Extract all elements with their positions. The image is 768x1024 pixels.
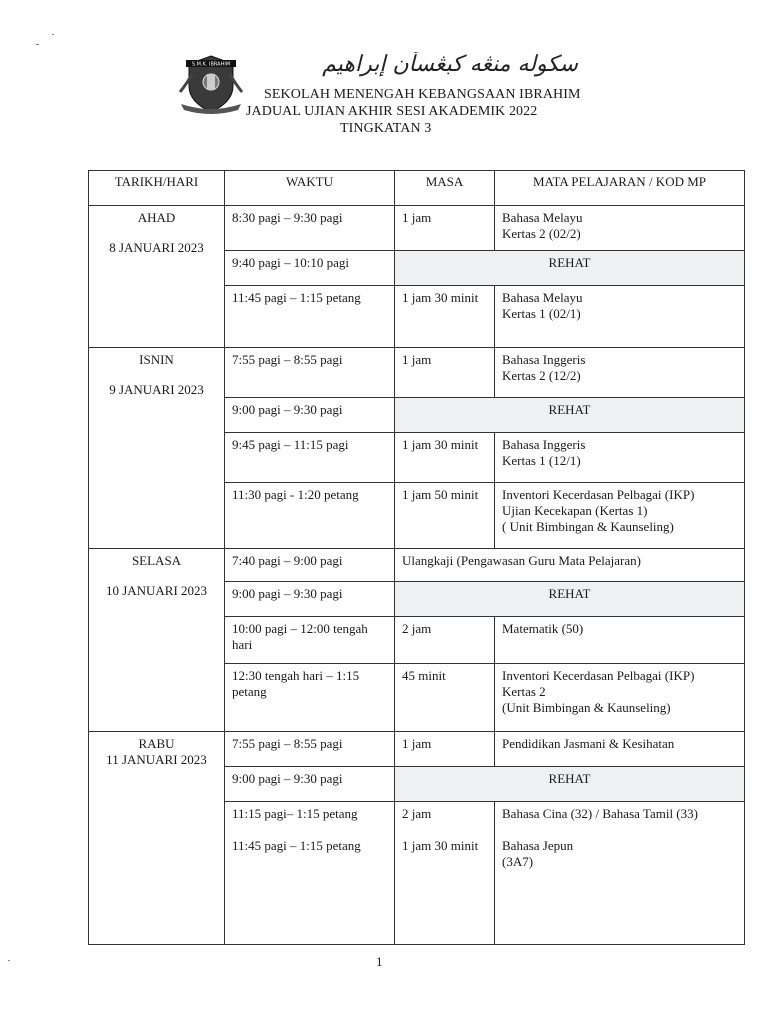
subject-cell: [495, 617, 745, 664]
time-cell: 9:00 pagi – 9:30 pagi: [225, 767, 395, 802]
duration-line: 2 jam: [402, 806, 432, 821]
subject-line: (3A7): [502, 854, 534, 869]
col-header-subject: MATA PELAJARAN / KOD MP: [495, 171, 745, 206]
day-name: AHAD: [137, 210, 176, 225]
school-crest-logo: [178, 52, 244, 118]
subject-line: Inventori Kecerdasan Pelbagai (IKP): [502, 668, 695, 683]
crest-banner-text: S.M.K. IBRAHIM: [191, 61, 231, 68]
duration-cell: 1 jam: [395, 732, 495, 767]
subject-line: Bahasa Cina (32) / Bahasa Tamil (33): [502, 806, 698, 821]
time-cell: 12:30 tengah hari – 1:15 petang: [225, 664, 395, 732]
exam-timetable: [88, 170, 745, 945]
table-row: [89, 206, 745, 251]
subject-line: Bahasa Inggeris: [502, 352, 586, 367]
subject-cell: [495, 483, 745, 549]
time-cell: 7:55 pagi – 8:55 pagi: [225, 732, 395, 767]
subject-line: Bahasa Melayu: [502, 210, 583, 225]
subject-line: Inventori Kecerdasan Pelbagai (IKP): [502, 487, 695, 502]
time-cell: 9:00 pagi – 9:30 pagi: [225, 398, 395, 433]
day-cell-rabu: [89, 732, 225, 945]
day-name: SELASA: [131, 553, 182, 568]
table-header-row: [89, 171, 745, 206]
subject-line: Kertas 2: [502, 684, 546, 699]
break-cell: REHAT: [395, 251, 745, 286]
page-number: 1: [376, 954, 383, 969]
table-row: [89, 732, 745, 767]
day-date: 9 JANUARI 2023: [109, 382, 204, 397]
subject-cell: [495, 732, 745, 767]
time-cell: 11:45 pagi – 1:15 petang: [225, 286, 395, 348]
duration-cell: 1 jam: [395, 206, 495, 251]
subject-line: Matematik (50): [502, 621, 584, 636]
time-cell: 11:30 pagi - 1:20 petang: [225, 483, 395, 549]
subject-line: Ujian Kecekapan (Kertas 1): [502, 503, 648, 518]
jawi-school-name: سکوله منڠه کبڠسأن إبراهيم: [322, 52, 578, 77]
subject-line: Pendidikan Jasmani & Kesihatan: [502, 736, 675, 751]
exam-title: JADUAL UJIAN AKHIR SESI AKADEMIK 2022: [246, 104, 538, 119]
subject-line: ( Unit Bimbingan & Kaunseling): [502, 519, 674, 534]
day-cell-isnin: [89, 348, 225, 549]
time-cell: 7:55 pagi – 8:55 pagi: [225, 348, 395, 398]
subject-cell: [495, 802, 745, 945]
subject-line: Kertas 2 (02/2): [502, 226, 581, 241]
duration-cell: 1 jam 30 minit: [395, 433, 495, 483]
duration-cell: 45 minit: [395, 664, 495, 732]
scan-speck: [8, 960, 10, 961]
time-cell: 9:45 pagi – 11:15 pagi: [225, 433, 395, 483]
time-cell: 7:40 pagi – 9:00 pagi: [225, 549, 395, 582]
scan-speck: [36, 44, 39, 45]
subject-cell: [495, 348, 745, 398]
time-cell: 8:30 pagi – 9:30 pagi: [225, 206, 395, 251]
col-header-duration: MASA: [395, 171, 495, 206]
subject-line: Bahasa Melayu: [502, 290, 583, 305]
time-cell: 9:40 pagi – 10:10 pagi: [225, 251, 395, 286]
time-line: 11:45 pagi – 1:15 petang: [232, 838, 361, 853]
subject-line: (Unit Bimbingan & Kaunseling): [502, 700, 671, 715]
duration-cell: 2 jam: [395, 617, 495, 664]
form-level: TINGKATAN 3: [340, 121, 432, 136]
break-cell: REHAT: [395, 398, 745, 433]
day-name: RABU: [138, 736, 175, 751]
scan-speck: [52, 34, 54, 35]
day-cell-selasa: [89, 549, 225, 732]
col-header-time: WAKTU: [225, 171, 395, 206]
subject-cell: [495, 286, 745, 348]
subject-cell: [495, 433, 745, 483]
break-cell: REHAT: [395, 767, 745, 802]
day-cell-ahad: [89, 206, 225, 348]
table-row: [89, 348, 745, 398]
time-cell: 9:00 pagi – 9:30 pagi: [225, 582, 395, 617]
day-date: 10 JANUARI 2023: [105, 583, 208, 598]
duration-cell: 1 jam: [395, 348, 495, 398]
duration-line: 1 jam 30 minit: [402, 838, 479, 853]
time-cell: [225, 802, 395, 945]
break-cell: REHAT: [395, 582, 745, 617]
day-date: 8 JANUARI 2023: [109, 240, 204, 255]
subject-line: Bahasa Jepun: [502, 838, 574, 853]
subject-cell: [495, 664, 745, 732]
subject-line: Kertas 2 (12/2): [502, 368, 581, 383]
table-row: [89, 549, 745, 582]
day-name: ISNIN: [139, 352, 174, 367]
duration-cell: 1 jam 30 minit: [395, 286, 495, 348]
subject-line: Bahasa Inggeris: [502, 437, 586, 452]
revision-cell: Ulangkaji (Pengawasan Guru Mata Pelajaran): [395, 549, 745, 582]
subject-cell: [495, 206, 745, 251]
subject-line: Kertas 1 (12/1): [502, 453, 581, 468]
duration-cell: 1 jam 50 minit: [395, 483, 495, 549]
time-cell: 10:00 pagi – 12:00 tengah hari: [225, 617, 395, 664]
school-name: SEKOLAH MENENGAH KEBANGSAAN IBRAHIM: [264, 87, 581, 102]
subject-line: Kertas 1 (02/1): [502, 306, 581, 321]
day-date: 11 JANUARI 2023: [106, 752, 207, 767]
col-header-date: TARIKH/HARI: [89, 171, 225, 206]
time-line: 11:15 pagi– 1:15 petang: [232, 806, 358, 821]
duration-cell: [395, 802, 495, 945]
